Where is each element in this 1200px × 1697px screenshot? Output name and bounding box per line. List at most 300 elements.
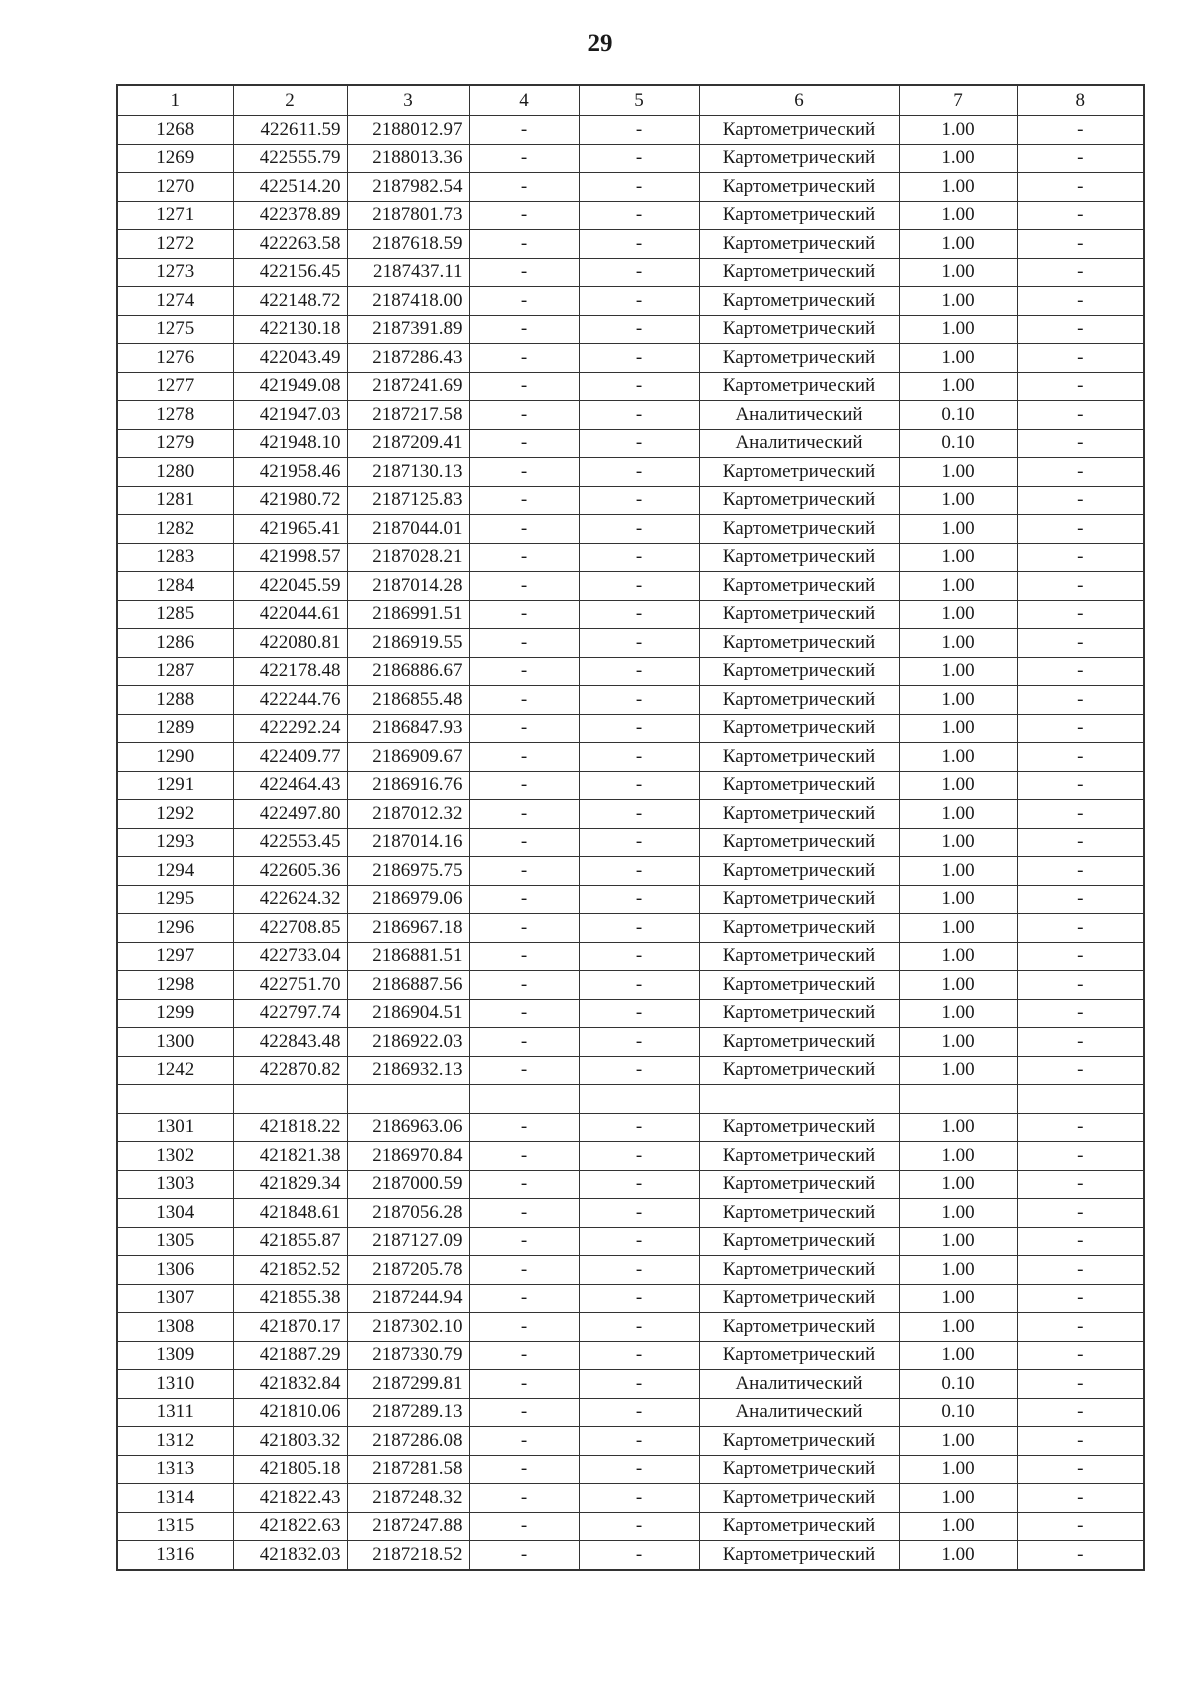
table-row (117, 600, 1144, 629)
cell-col-4: - (469, 600, 579, 629)
cell-col-5: - (579, 629, 699, 658)
cell-col-8: - (1017, 372, 1144, 401)
cell-x-coordinate: 422045.59 (233, 572, 347, 601)
cell-col-4: - (469, 1227, 579, 1256)
cell-point-number: 1300 (117, 1028, 233, 1057)
cell-method: Картометрический (699, 914, 899, 943)
cell-col-8: - (1017, 258, 1144, 287)
cell-col-8: - (1017, 144, 1144, 173)
table-row (117, 1427, 1144, 1456)
table-row (117, 401, 1144, 430)
table-row (117, 1227, 1144, 1256)
cell-point-number: 1304 (117, 1199, 233, 1228)
table-row (117, 999, 1144, 1028)
cell-x-coordinate: 422244.76 (233, 686, 347, 715)
cell-x-coordinate: 422555.79 (233, 144, 347, 173)
cell-y-coordinate: 2186909.67 (347, 743, 469, 772)
cell-point-number: 1285 (117, 600, 233, 629)
cell-col-4: - (469, 1398, 579, 1427)
table-row (117, 686, 1144, 715)
cell-col-8 (1017, 1085, 1144, 1114)
cell-point-number: 1316 (117, 1541, 233, 1570)
cell-y-coordinate: 2186847.93 (347, 714, 469, 743)
cell-method: Картометрический (699, 1170, 899, 1199)
cell-col-4: - (469, 372, 579, 401)
cell-accuracy: 1.00 (899, 1541, 1017, 1570)
cell-point-number: 1315 (117, 1512, 233, 1541)
cell-y-coordinate: 2187209.41 (347, 429, 469, 458)
cell-col-4: - (469, 714, 579, 743)
cell-col-5 (579, 1085, 699, 1114)
cell-x-coordinate: 422553.45 (233, 828, 347, 857)
cell-col-4: - (469, 572, 579, 601)
cell-accuracy: 1.00 (899, 1256, 1017, 1285)
column-header-7: 7 (899, 85, 1017, 116)
cell-y-coordinate: 2186916.76 (347, 771, 469, 800)
cell-accuracy: 1.00 (899, 800, 1017, 829)
cell-method: Картометрический (699, 1541, 899, 1570)
cell-y-coordinate: 2187247.88 (347, 1512, 469, 1541)
cell-point-number: 1295 (117, 885, 233, 914)
cell-col-4: - (469, 515, 579, 544)
cell-x-coordinate: 421822.43 (233, 1484, 347, 1513)
cell-y-coordinate: 2187217.58 (347, 401, 469, 430)
table-row (117, 1170, 1144, 1199)
cell-point-number: 1269 (117, 144, 233, 173)
cell-col-4: - (469, 401, 579, 430)
cell-col-4: - (469, 144, 579, 173)
cell-col-8: - (1017, 1227, 1144, 1256)
cell-y-coordinate: 2187244.94 (347, 1284, 469, 1313)
table-row (117, 1484, 1144, 1513)
cell-x-coordinate: 421818.22 (233, 1113, 347, 1142)
cell-col-4: - (469, 1256, 579, 1285)
cell-x-coordinate: 422263.58 (233, 230, 347, 259)
cell-col-5: - (579, 686, 699, 715)
table-row (117, 572, 1144, 601)
table-row (117, 771, 1144, 800)
cell-y-coordinate: 2186881.51 (347, 942, 469, 971)
cell-accuracy: 1.00 (899, 686, 1017, 715)
cell-col-8: - (1017, 885, 1144, 914)
cell-accuracy: 1.00 (899, 1056, 1017, 1085)
cell-point-number: 1283 (117, 543, 233, 572)
cell-accuracy (899, 1085, 1017, 1114)
cell-accuracy: 1.00 (899, 344, 1017, 373)
cell-x-coordinate: 421810.06 (233, 1398, 347, 1427)
cell-accuracy: 1.00 (899, 201, 1017, 230)
cell-point-number: 1305 (117, 1227, 233, 1256)
cell-col-4: - (469, 885, 579, 914)
cell-point-number: 1290 (117, 743, 233, 772)
table-row (117, 372, 1144, 401)
cell-col-5: - (579, 1142, 699, 1171)
cell-method: Картометрический (699, 1484, 899, 1513)
cell-accuracy: 1.00 (899, 287, 1017, 316)
cell-x-coordinate: 422178.48 (233, 657, 347, 686)
cell-x-coordinate: 422409.77 (233, 743, 347, 772)
cell-accuracy: 1.00 (899, 857, 1017, 886)
table-row (117, 543, 1144, 572)
cell-point-number: 1271 (117, 201, 233, 230)
cell-accuracy: 1.00 (899, 828, 1017, 857)
cell-method: Картометрический (699, 629, 899, 658)
cell-col-4: - (469, 800, 579, 829)
cell-y-coordinate: 2186932.13 (347, 1056, 469, 1085)
cell-accuracy: 1.00 (899, 372, 1017, 401)
cell-x-coordinate: 422733.04 (233, 942, 347, 971)
cell-accuracy: 1.00 (899, 315, 1017, 344)
cell-method: Картометрический (699, 1455, 899, 1484)
cell-col-5: - (579, 201, 699, 230)
cell-point-number: 1268 (117, 116, 233, 145)
cell-col-4: - (469, 1284, 579, 1313)
cell-y-coordinate: 2187618.59 (347, 230, 469, 259)
cell-y-coordinate: 2187125.83 (347, 486, 469, 515)
cell-col-5: - (579, 572, 699, 601)
cell-x-coordinate: 421998.57 (233, 543, 347, 572)
table-row (117, 714, 1144, 743)
cell-col-5: - (579, 258, 699, 287)
cell-point-number: 1282 (117, 515, 233, 544)
cell-col-5: - (579, 885, 699, 914)
cell-y-coordinate: 2187437.11 (347, 258, 469, 287)
cell-x-coordinate: 422378.89 (233, 201, 347, 230)
cell-y-coordinate: 2188013.36 (347, 144, 469, 173)
cell-col-4: - (469, 1199, 579, 1228)
cell-col-4: - (469, 201, 579, 230)
cell-col-8: - (1017, 1313, 1144, 1342)
cell-method: Картометрический (699, 942, 899, 971)
cell-method: Картометрический (699, 800, 899, 829)
table-row (117, 1512, 1144, 1541)
cell-x-coordinate (233, 1085, 347, 1114)
column-header-8: 8 (1017, 85, 1144, 116)
table-row (117, 1085, 1144, 1114)
cell-accuracy: 1.00 (899, 572, 1017, 601)
cell-point-number: 1280 (117, 458, 233, 487)
cell-col-5: - (579, 600, 699, 629)
cell-col-4: - (469, 1313, 579, 1342)
cell-col-4: - (469, 743, 579, 772)
cell-accuracy: 1.00 (899, 1313, 1017, 1342)
cell-col-8: - (1017, 942, 1144, 971)
cell-x-coordinate: 422464.43 (233, 771, 347, 800)
cell-col-5: - (579, 429, 699, 458)
cell-method: Картометрический (699, 344, 899, 373)
cell-col-8: - (1017, 1142, 1144, 1171)
cell-col-4: - (469, 486, 579, 515)
cell-method: Картометрический (699, 999, 899, 1028)
cell-col-4: - (469, 999, 579, 1028)
cell-y-coordinate: 2187299.81 (347, 1370, 469, 1399)
cell-col-4: - (469, 629, 579, 658)
cell-col-4: - (469, 1028, 579, 1057)
cell-col-5: - (579, 144, 699, 173)
table-row (117, 287, 1144, 316)
cell-y-coordinate: 2187014.28 (347, 572, 469, 601)
cell-accuracy: 1.00 (899, 771, 1017, 800)
cell-col-8: - (1017, 1512, 1144, 1541)
cell-y-coordinate: 2187982.54 (347, 173, 469, 202)
cell-method: Аналитический (699, 401, 899, 430)
cell-col-4: - (469, 1512, 579, 1541)
cell-col-4: - (469, 1113, 579, 1142)
cell-col-5: - (579, 315, 699, 344)
cell-accuracy: 1.00 (899, 230, 1017, 259)
cell-col-5: - (579, 1484, 699, 1513)
cell-point-number: 1275 (117, 315, 233, 344)
cell-col-5: - (579, 999, 699, 1028)
cell-col-8: - (1017, 201, 1144, 230)
cell-method: Картометрический (699, 1199, 899, 1228)
cell-accuracy: 1.00 (899, 486, 1017, 515)
cell-col-4: - (469, 458, 579, 487)
cell-x-coordinate: 421848.61 (233, 1199, 347, 1228)
cell-accuracy: 1.00 (899, 999, 1017, 1028)
cell-accuracy: 0.10 (899, 1398, 1017, 1427)
cell-col-5: - (579, 1284, 699, 1313)
cell-x-coordinate: 422130.18 (233, 315, 347, 344)
cell-y-coordinate: 2187130.13 (347, 458, 469, 487)
cell-point-number: 1242 (117, 1056, 233, 1085)
cell-method: Картометрический (699, 543, 899, 572)
cell-point-number: 1288 (117, 686, 233, 715)
cell-y-coordinate: 2187801.73 (347, 201, 469, 230)
cell-col-4: - (469, 1484, 579, 1513)
cell-col-4: - (469, 914, 579, 943)
cell-col-4: - (469, 543, 579, 572)
cell-y-coordinate: 2186919.55 (347, 629, 469, 658)
cell-col-4: - (469, 258, 579, 287)
cell-method: Картометрический (699, 1313, 899, 1342)
cell-method: Картометрический (699, 173, 899, 202)
cell-y-coordinate: 2186886.67 (347, 657, 469, 686)
cell-method: Картометрический (699, 657, 899, 686)
cell-col-8: - (1017, 401, 1144, 430)
cell-col-5: - (579, 1199, 699, 1228)
cell-method: Картометрический (699, 1056, 899, 1085)
cell-accuracy: 1.00 (899, 515, 1017, 544)
cell-point-number: 1313 (117, 1455, 233, 1484)
table-row (117, 1370, 1144, 1399)
table-row (117, 1398, 1144, 1427)
table-row (117, 828, 1144, 857)
cell-point-number: 1307 (117, 1284, 233, 1313)
table-row (117, 173, 1144, 202)
cell-col-8: - (1017, 543, 1144, 572)
table-row (117, 743, 1144, 772)
cell-col-4 (469, 1085, 579, 1114)
cell-point-number: 1301 (117, 1113, 233, 1142)
cell-x-coordinate: 422497.80 (233, 800, 347, 829)
cell-y-coordinate: 2186970.84 (347, 1142, 469, 1171)
cell-point-number: 1281 (117, 486, 233, 515)
cell-y-coordinate: 2187391.89 (347, 315, 469, 344)
cell-col-4: - (469, 828, 579, 857)
cell-method: Картометрический (699, 258, 899, 287)
cell-point-number: 1297 (117, 942, 233, 971)
table-row (117, 201, 1144, 230)
cell-accuracy: 0.10 (899, 1370, 1017, 1399)
cell-method (699, 1085, 899, 1114)
table-row (117, 629, 1144, 658)
cell-accuracy: 1.00 (899, 914, 1017, 943)
cell-x-coordinate: 422043.49 (233, 344, 347, 373)
cell-y-coordinate: 2187056.28 (347, 1199, 469, 1228)
cell-col-4: - (469, 287, 579, 316)
cell-method: Картометрический (699, 1142, 899, 1171)
cell-x-coordinate: 421855.87 (233, 1227, 347, 1256)
cell-point-number: 1296 (117, 914, 233, 943)
cell-x-coordinate: 422843.48 (233, 1028, 347, 1057)
cell-point-number: 1287 (117, 657, 233, 686)
cell-col-8: - (1017, 1199, 1144, 1228)
cell-x-coordinate: 421855.38 (233, 1284, 347, 1313)
cell-method: Картометрический (699, 230, 899, 259)
cell-y-coordinate: 2186855.48 (347, 686, 469, 715)
cell-method: Картометрический (699, 885, 899, 914)
table-row (117, 971, 1144, 1000)
cell-y-coordinate: 2187241.69 (347, 372, 469, 401)
cell-col-8: - (1017, 1541, 1144, 1570)
table-row (117, 315, 1144, 344)
cell-col-5: - (579, 515, 699, 544)
cell-accuracy: 1.00 (899, 144, 1017, 173)
table-header (117, 85, 1144, 116)
column-header-4: 4 (469, 85, 579, 116)
cell-method: Картометрический (699, 458, 899, 487)
cell-accuracy: 1.00 (899, 1484, 1017, 1513)
cell-accuracy: 1.00 (899, 1455, 1017, 1484)
cell-x-coordinate: 421949.08 (233, 372, 347, 401)
cell-y-coordinate: 2187028.21 (347, 543, 469, 572)
page-number: 29 (587, 30, 613, 57)
cell-col-8: - (1017, 828, 1144, 857)
cell-col-8: - (1017, 629, 1144, 658)
cell-accuracy: 0.10 (899, 429, 1017, 458)
cell-point-number: 1299 (117, 999, 233, 1028)
cell-col-8: - (1017, 486, 1144, 515)
cell-col-5: - (579, 1256, 699, 1285)
cell-y-coordinate: 2187205.78 (347, 1256, 469, 1285)
cell-y-coordinate: 2187281.58 (347, 1455, 469, 1484)
cell-x-coordinate: 421948.10 (233, 429, 347, 458)
cell-x-coordinate: 421887.29 (233, 1341, 347, 1370)
cell-col-4: - (469, 1341, 579, 1370)
cell-method: Картометрический (699, 116, 899, 145)
cell-accuracy: 0.10 (899, 401, 1017, 430)
cell-method: Картометрический (699, 1341, 899, 1370)
cell-accuracy: 1.00 (899, 629, 1017, 658)
cell-col-8: - (1017, 287, 1144, 316)
cell-col-8: - (1017, 1056, 1144, 1085)
cell-col-4: - (469, 771, 579, 800)
cell-col-8: - (1017, 800, 1144, 829)
cell-method: Картометрический (699, 1427, 899, 1456)
cell-method: Картометрический (699, 1512, 899, 1541)
cell-point-number: 1310 (117, 1370, 233, 1399)
cell-point-number: 1291 (117, 771, 233, 800)
cell-col-4: - (469, 657, 579, 686)
cell-method: Картометрический (699, 486, 899, 515)
cell-accuracy: 1.00 (899, 657, 1017, 686)
cell-col-8: - (1017, 657, 1144, 686)
cell-accuracy: 1.00 (899, 1227, 1017, 1256)
cell-col-5: - (579, 486, 699, 515)
cell-col-8: - (1017, 458, 1144, 487)
cell-col-4: - (469, 1142, 579, 1171)
cell-y-coordinate: 2188012.97 (347, 116, 469, 145)
cell-col-4: - (469, 1427, 579, 1456)
table-row (117, 914, 1144, 943)
cell-point-number: 1302 (117, 1142, 233, 1171)
cell-y-coordinate: 2186967.18 (347, 914, 469, 943)
column-header-1: 1 (117, 85, 233, 116)
table-row (117, 486, 1144, 515)
cell-point-number: 1270 (117, 173, 233, 202)
cell-y-coordinate: 2186979.06 (347, 885, 469, 914)
cell-point-number: 1289 (117, 714, 233, 743)
table-row (117, 458, 1144, 487)
cell-col-8: - (1017, 1370, 1144, 1399)
cell-method: Картометрический (699, 1284, 899, 1313)
cell-accuracy: 1.00 (899, 1113, 1017, 1142)
cell-x-coordinate: 421822.63 (233, 1512, 347, 1541)
cell-point-number: 1273 (117, 258, 233, 287)
cell-col-8: - (1017, 914, 1144, 943)
cell-point-number: 1272 (117, 230, 233, 259)
column-header-6: 6 (699, 85, 899, 116)
cell-col-5: - (579, 1227, 699, 1256)
cell-y-coordinate: 2186887.56 (347, 971, 469, 1000)
cell-method: Картометрический (699, 1113, 899, 1142)
cell-col-5: - (579, 971, 699, 1000)
cell-col-5: - (579, 116, 699, 145)
cell-y-coordinate: 2187218.52 (347, 1541, 469, 1570)
cell-x-coordinate: 422751.70 (233, 971, 347, 1000)
cell-method: Картометрический (699, 600, 899, 629)
table-row (117, 1455, 1144, 1484)
cell-y-coordinate: 2186975.75 (347, 857, 469, 886)
cell-y-coordinate: 2187000.59 (347, 1170, 469, 1199)
cell-col-5: - (579, 1341, 699, 1370)
cell-method: Картометрический (699, 1227, 899, 1256)
cell-col-4: - (469, 429, 579, 458)
table-row (117, 857, 1144, 886)
cell-point-number: 1279 (117, 429, 233, 458)
cell-col-5: - (579, 1313, 699, 1342)
cell-x-coordinate: 422292.24 (233, 714, 347, 743)
cell-y-coordinate: 2187289.13 (347, 1398, 469, 1427)
cell-y-coordinate: 2187248.32 (347, 1484, 469, 1513)
cell-method: Картометрический (699, 714, 899, 743)
cell-accuracy: 1.00 (899, 258, 1017, 287)
cell-x-coordinate: 421832.03 (233, 1541, 347, 1570)
cell-method: Картометрический (699, 1256, 899, 1285)
cell-accuracy: 1.00 (899, 1142, 1017, 1171)
table-row (117, 800, 1144, 829)
cell-y-coordinate: 2186904.51 (347, 999, 469, 1028)
cell-method: Картометрический (699, 1028, 899, 1057)
cell-y-coordinate: 2186963.06 (347, 1113, 469, 1142)
cell-col-5: - (579, 1541, 699, 1570)
table-row (117, 1028, 1144, 1057)
cell-method: Картометрический (699, 971, 899, 1000)
cell-col-8: - (1017, 600, 1144, 629)
cell-col-5: - (579, 543, 699, 572)
table-body (117, 116, 1144, 1570)
